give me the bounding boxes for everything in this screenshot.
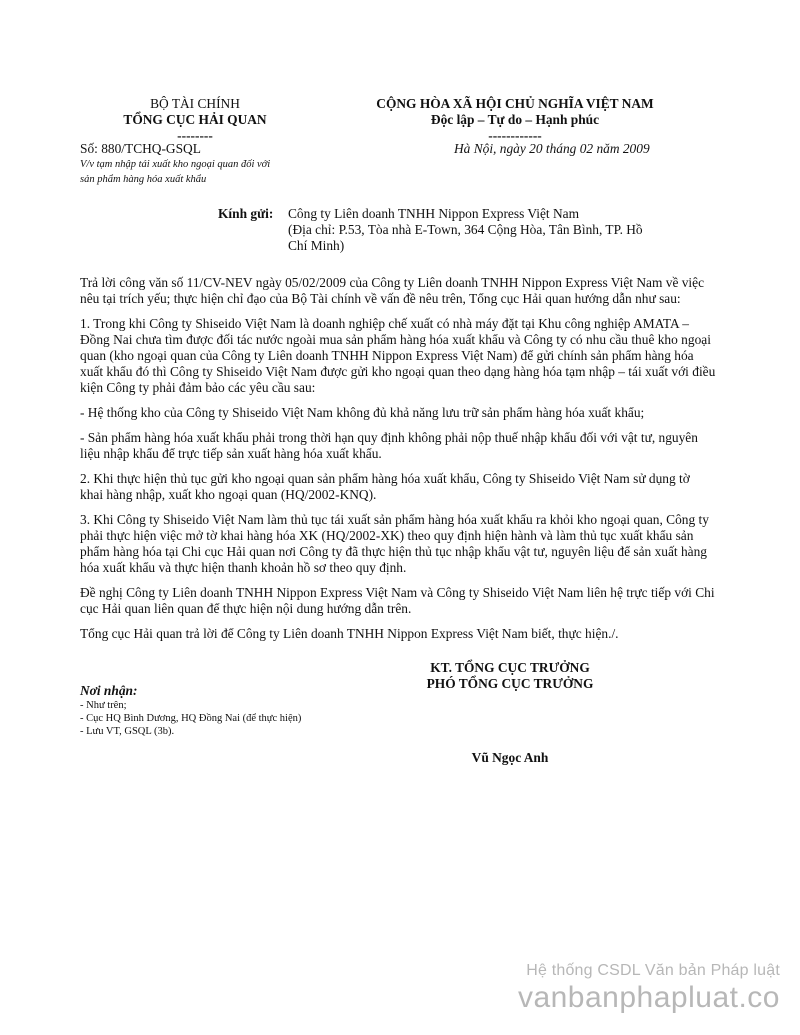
recipient-name: Công ty Liên doanh TNHH Nippon Express Việt Nam bbox=[288, 206, 580, 221]
site-watermark bbox=[518, 962, 780, 1016]
letter-body bbox=[80, 275, 716, 651]
signature-title-2: PHÓ TỔNG CỤC TRƯỞNG bbox=[426, 676, 594, 691]
recipients-item: - Lưu VT, GSQL (3b). bbox=[80, 726, 175, 737]
recipients-title: Nơi nhận: bbox=[80, 683, 138, 698]
recipients-list bbox=[80, 683, 400, 738]
document-date: Hà Nội, ngày 20 tháng 02 năm 2009 bbox=[454, 141, 650, 156]
body-closing: Tổng cục Hải quan trả lời để Công ty Liên doanh TNHH Nippon Express Việt Nam biết, thực hiện./. bbox=[80, 626, 619, 641]
issuing-agency-block bbox=[80, 96, 310, 144]
body-bullet-1: - Hệ thống kho của Công ty Shiseido Việt Nam không đủ khả năng lưu trữ sản phẩm hàng hóa xuất khẩu; bbox=[80, 405, 645, 420]
ministry-name: BỘ TÀI CHÍNH bbox=[150, 96, 240, 111]
document-subject: V/v tạm nhập tái xuất kho ngoại quan đối với sản phẩm hàng hóa xuất khẩu bbox=[80, 159, 271, 185]
body-request: Đề nghị Công ty Liên doanh TNHH Nippon Express Việt Nam và Công ty Shiseido Việt Nam liên hệ trực tiếp với Chi cục Hải quan liên quan để thực hiện nội dung hướng dẫn trên. bbox=[80, 585, 715, 616]
watermark-domain: vanbanphapluat.co bbox=[517, 981, 780, 1014]
body-paragraph-2: 2. Khi thực hiện thủ tục gửi kho ngoại quan sản phẩm hàng hóa xuất khẩu, Công ty Shiseido Việt Nam sử dụng tờ khai hàng nhập, xuất kho ngoại quan (HQ/2002-KNQ). bbox=[80, 471, 690, 502]
recipients-item: - Như trên; bbox=[80, 700, 127, 711]
body-intro: Trả lời công văn số 11/CV-NEV ngày 05/02/2009 của Công ty Liên doanh TNHH Nippon Express Việt Nam về việc nêu tại trích yếu; thực hiện chỉ đạo của Bộ Tài chính về vấn đề nêu trên, Tổng cục Hải quan hướng dẫn như sau: bbox=[80, 275, 705, 306]
watermark-tagline: Hệ thống CSDL Văn bản Pháp luật bbox=[526, 962, 780, 979]
national-motto: Độc lập – Tự do – Hạnh phúc bbox=[430, 112, 600, 127]
signer-name: Vũ Ngọc Anh bbox=[471, 750, 549, 765]
body-paragraph-1: 1. Trong khi Công ty Shiseido Việt Nam là doanh nghiệp chế xuất có nhà máy đặt tại Khu công nghiệp AMATA – Đồng Nai chưa tìm được đối tác nước ngoài mua sản phẩm hàng hóa xuất khẩu và Công ty có nhu cầu thuê kho ngoại quan (kho ngoại quan của Công ty Liên doanh TNHH Nippon Express Việt Nam) để gửi chính sản phẩm hàng hóa xuất khẩu đó thì Công ty Shiseido Việt Nam được gửi kho ngoại quan theo dạng hàng hóa tạm nhập – tái xuất với điều kiện Công ty phải đảm bảo các yêu cầu sau: bbox=[80, 316, 716, 395]
recipient-address: (Địa chỉ: P.53, Tòa nhà E-Town, 364 Cộng Hòa, Tân Bình, TP. Hồ Chí Minh) bbox=[288, 222, 643, 253]
signature-block bbox=[380, 660, 640, 692]
recipients-item: - Cục HQ Bình Dương, HQ Đồng Nai (để thực hiện) bbox=[80, 713, 302, 724]
country-name: CỘNG HÒA XÃ HỘI CHỦ NGHĨA VIỆT NAM bbox=[376, 96, 654, 111]
signature-title-1: KT. TỔNG CỤC TRƯỞNG bbox=[430, 660, 590, 675]
recipient-label: Kính gửi: bbox=[218, 206, 274, 221]
body-paragraph-3: 3. Khi Công ty Shiseido Việt Nam làm thủ tục tái xuất sản phẩm hàng hóa xuất khẩu ra khỏi kho ngoại quan, Công ty phải thực hiện việc mở tờ khai hàng hóa XK (HQ/2002-XK) theo quy định hiện hành và làm thủ tục xuất khẩu sản phẩm hàng hóa tại Chi cục Hải quan nơi Công ty đã thực hiện thủ tục nhập khẩu vật tư, nguyên liệu để sản xuất hàng hóa xuất khẩu và thực hiện thanh khoản hồ sơ theo quy định. bbox=[80, 512, 709, 575]
body-bullet-2: - Sản phẩm hàng hóa xuất khẩu phải trong thời hạn quy định không phải nộp thuế nhập khẩu đối với vật tư, nguyên liệu nhập khẩu để trực tiếp sản xuất hàng hóa xuất khẩu. bbox=[80, 430, 698, 461]
department-name: TỔNG CỤC HẢI QUAN bbox=[123, 112, 267, 127]
left-header-divider: -------- bbox=[177, 128, 213, 143]
recipient-block bbox=[288, 206, 648, 254]
national-motto-block bbox=[330, 96, 700, 144]
right-header-divider: ------------ bbox=[488, 128, 542, 143]
document-number: Số: 880/TCHQ-GSQL bbox=[80, 141, 201, 156]
